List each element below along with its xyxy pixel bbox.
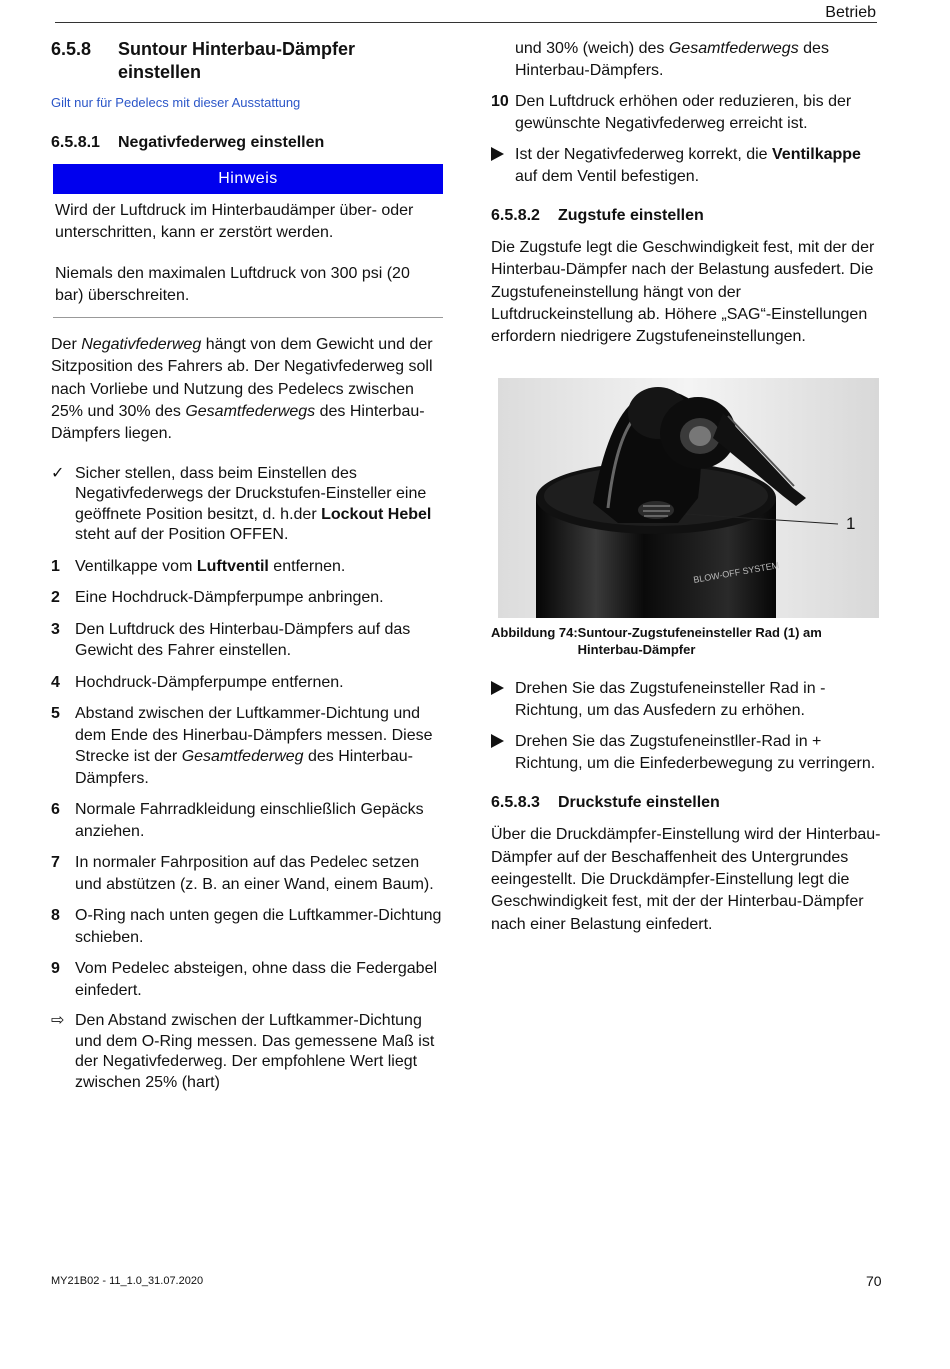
- step-number: 6: [51, 801, 60, 819]
- instruction-item-rebound-plus: [491, 731, 883, 774]
- text-run: entfernen.: [268, 557, 346, 575]
- page-number: 70: [866, 1273, 882, 1289]
- step-text: Den Luftdruck erhöhen oder reduzieren, bis der gewünschte Negativfederweg erreicht ist.: [515, 93, 852, 132]
- triangle-arrow-icon: [491, 144, 515, 187]
- text-run: des Hinterbau-Dämpfers liegen.: [51, 403, 425, 443]
- step-item-5: [51, 703, 443, 789]
- step-text: [75, 703, 443, 789]
- text-run: Ist der Negativfederweg korrekt, die: [515, 146, 773, 163]
- section-heading: [51, 38, 443, 84]
- zugstufe-paragraph: Die Zugstufe legt die Geschwindigkeit fest, mit der der Hinterbau-Dämpfer nach der Belastung ausfedert. Die Zugstufeneinstellung hängt von der Luftdruckeinstellung ab. Höhere „SAG“-Einstellungen erfordern niedrigere Zugstufeneinstellungen.: [491, 239, 875, 346]
- check-icon: ✓: [51, 464, 65, 482]
- subsection-heading-druckstufe: [491, 792, 883, 814]
- step-number: 10: [491, 93, 509, 110]
- text-run: Der: [51, 336, 82, 354]
- step-text: [75, 556, 345, 578]
- result-arrow-icon: ⇨: [51, 1012, 65, 1030]
- notice-box: [53, 164, 443, 318]
- instruction-item-rebound-minus: [491, 678, 883, 721]
- caption-text: Suntour-Zugstufeneinsteller Rad (1) am Hinterbau-Dämpfer: [577, 625, 822, 658]
- right-column: [491, 38, 883, 948]
- section-title: Suntour Hinterbau-Dämpfer einstellen: [118, 39, 356, 82]
- bold-term: Ventilkappe: [772, 146, 861, 163]
- caption-label: Abbildung 74:: [491, 625, 578, 641]
- figure-caption: [491, 624, 883, 658]
- header-rule: [55, 22, 877, 23]
- notice-text-2: Niemals den maximalen Luftdruck von 300 psi (20 bar) überschreiten.: [55, 264, 410, 304]
- instruction-item-valve-cap: [491, 144, 883, 187]
- precondition-item: [51, 464, 443, 546]
- step-number: 4: [51, 673, 60, 691]
- step-number: 5: [51, 705, 60, 723]
- emphasis: Negativfederweg: [81, 336, 202, 354]
- subsection-number: 6.5.8.3: [491, 794, 540, 812]
- step-item-1: [51, 556, 443, 578]
- step-text: Eine Hochdruck-Dämpferpumpe anbringen.: [75, 589, 384, 607]
- figure-callout-number: 1: [846, 514, 856, 534]
- applicability-note: Gilt nur für Pedelecs mit dieser Ausstattung: [51, 95, 301, 110]
- damper-photo: [498, 378, 879, 618]
- notice-text-1: Wird der Luftdruck im Hinterbaudämper über- oder unterschritten, kann er zerstört werden.: [55, 202, 414, 242]
- triangle-arrow-icon: [491, 731, 515, 774]
- step-number: 8: [51, 907, 60, 925]
- subsection-title: Zugstufe einstellen: [558, 207, 704, 224]
- bold-term: Luftventil: [196, 557, 269, 575]
- continued-result: [491, 38, 883, 81]
- left-column: [51, 38, 443, 1103]
- text-run: des Hinterbau-Dämpfers.: [75, 748, 413, 787]
- step-item-8: [51, 905, 443, 948]
- result-text: Den Abstand zwischen der Luftkammer-Dichtung und dem O-Ring messen. Das gemessene Maß ist der Negativfederweg. Der empfohlene Wert liegt zwischen 25% (hart): [75, 1012, 435, 1091]
- damper-illustration: [498, 378, 879, 618]
- step-text: In normaler Fahrposition auf das Pedelec setzen und abstützen (z. B. an einer Wand, einem Baum).: [75, 854, 434, 893]
- step-item-7: [51, 852, 443, 895]
- notice-body: [53, 194, 443, 318]
- text-run: Ventilkappe vom: [75, 557, 197, 575]
- intro-paragraph: [51, 334, 443, 445]
- step-text: Vom Pedelec absteigen, ohne dass die Federgabel einfedert.: [75, 960, 438, 999]
- step-item-6: [51, 799, 443, 842]
- step-item-4: [51, 672, 443, 694]
- step-item-9: [51, 958, 443, 1001]
- druckstufe-paragraph: Über die Druckdämpfer-Einstellung wird der Hinterbau-Dämpfer auf der Beschaffenheit des Untergrundes eeingestellt. Die Druckdämpfer-Einstellung legt die Geschwindigkeit fest, mit der der Hinterbau-Dämpfer nach einer Belastung einfedert.: [491, 826, 881, 933]
- step-item-10: [491, 91, 883, 134]
- step-item-3: [51, 619, 443, 662]
- text-run: auf dem Ventil befestigen.: [515, 167, 700, 185]
- instruction-text: Drehen Sie das Zugstufeneinstller-Rad in + Richtung, um die Einfederbewegung zu verringern.: [515, 733, 876, 772]
- bold-term: Lockout Hebel: [321, 505, 432, 523]
- step-item-2: [51, 587, 443, 609]
- notice-label: Hinweis: [53, 164, 443, 194]
- text-run: und 30% (weich) des: [515, 40, 669, 57]
- text-run: steht auf der Position OFFEN.: [75, 526, 289, 544]
- emphasis: Gesamtfederweg: [181, 748, 304, 766]
- triangle-arrow-icon: [491, 678, 515, 721]
- instruction-text: Drehen Sie das Zugstufeneinsteller Rad in - Richtung, um das Ausfedern zu erhöhen.: [515, 680, 826, 719]
- step-number: 3: [51, 620, 60, 638]
- step-text: Normale Fahrradkleidung einschließlich Gepäcks anziehen.: [75, 801, 424, 840]
- section-number: 6.5.8: [51, 39, 92, 59]
- subsection-title: Druckstufe einstellen: [558, 794, 720, 812]
- step-text: Hochdruck-Dämpferpumpe entfernen.: [75, 673, 344, 691]
- subsection-number: 6.5.8.2: [491, 207, 540, 224]
- subsection-title: Negativfederweg einstellen: [118, 134, 325, 151]
- step-number: 9: [51, 960, 60, 978]
- text-run: Abstand zwischen der Luftkammer-Dichtung und dem Ende des Hinerbau-Dämpfers messen. Diese Strecke ist der: [75, 705, 433, 766]
- instruction-text: [515, 144, 883, 187]
- emphasis: Gesamtfederwegs: [185, 403, 316, 421]
- header-section-title: Betrieb: [825, 4, 876, 21]
- step-number: 1: [51, 557, 60, 575]
- subsection-number: 6.5.8.1: [51, 134, 100, 151]
- subsection-heading-negativfederweg: [51, 132, 443, 154]
- result-item: [51, 1011, 443, 1093]
- step-number: 7: [51, 854, 60, 872]
- text-run: Sicher stellen, dass beim Einstellen des Negativfederwegs der Druckstufen-Einsteller eine geöffnete Position besitzt, d. h.der: [75, 464, 427, 523]
- text-run: des Hinterbau-Dämpfers.: [515, 40, 829, 79]
- photo-label-text: BLOW-OFF SYSTEM: [692, 560, 780, 586]
- precondition-text: [75, 464, 443, 546]
- continued-text: [515, 38, 883, 81]
- step-text: Den Luftdruck des Hinterbau-Dämpfers auf das Gewicht des Fahrer einstellen.: [75, 620, 411, 660]
- text-run: hängt von dem Gewicht und der Sitzposition des Fahrers ab. Der Negativfederweg soll nach Vorliebe und Nutzung des Pedelecs zwischen 25% und 30% des: [51, 336, 433, 421]
- footer-document-id: MY21B02 - 11_1.0_31.07.2020: [51, 1275, 204, 1287]
- step-number: 2: [51, 589, 60, 607]
- step-text: O-Ring nach unten gegen die Luftkammer-Dichtung schieben.: [75, 907, 442, 946]
- subsection-heading-zugstufe: [491, 205, 883, 227]
- emphasis: Gesamtfederwegs: [668, 40, 799, 57]
